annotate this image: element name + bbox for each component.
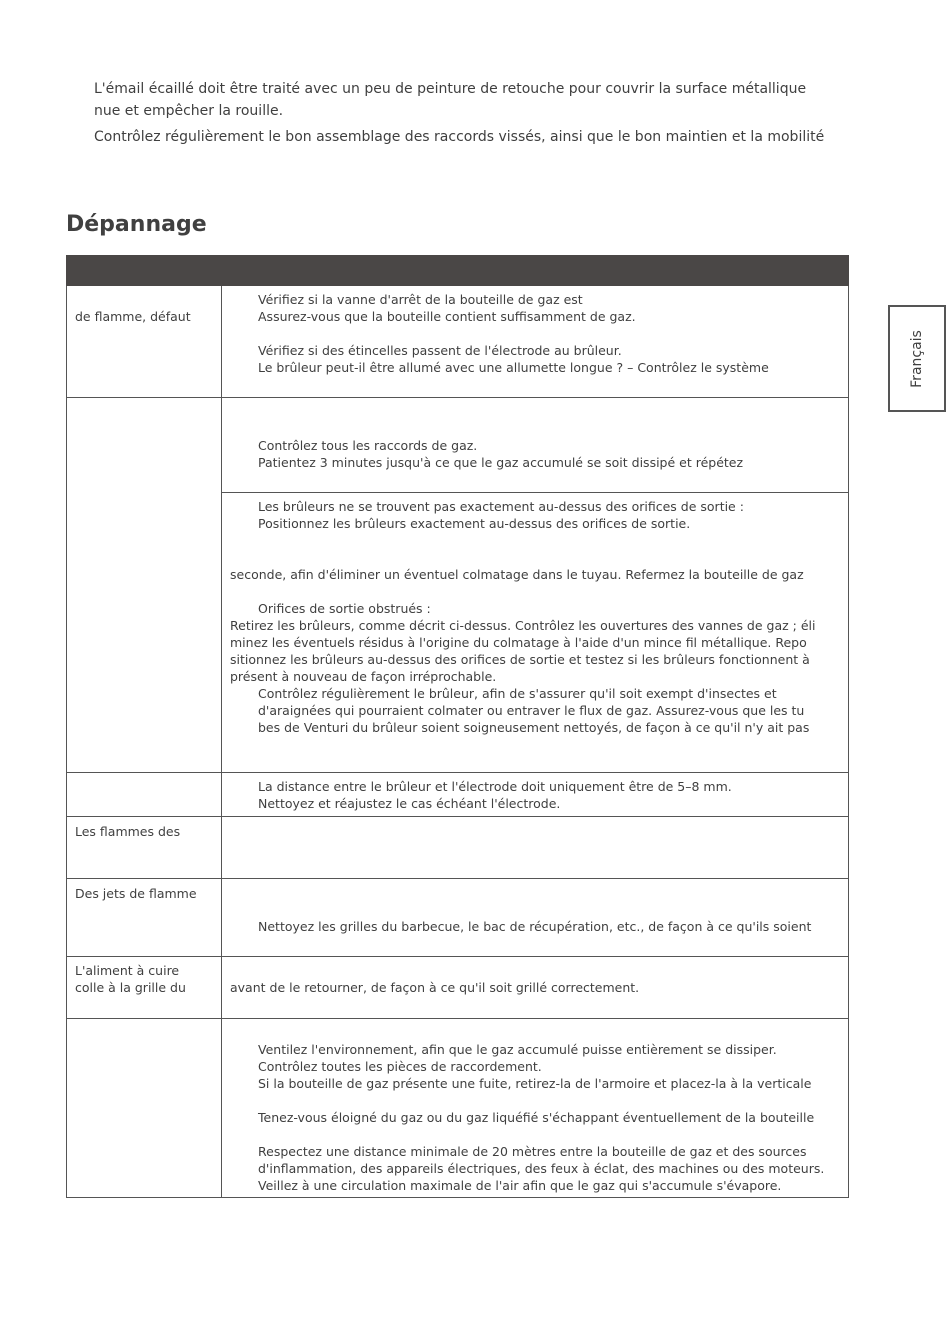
table-row [67, 286, 849, 398]
solution-line: Nettoyez les grilles du barbecue, le bac de récupération, etc., de façon à ce qu'ils soient [258, 919, 812, 934]
solution-line: Si la bouteille de gaz présente une fuite, retirez-la de l'armoire et placez-la à la verticale [258, 1076, 812, 1091]
solution-line: Contrôlez tous les raccords de gaz. [258, 438, 478, 453]
header-cell-solution [222, 256, 849, 286]
solution-cell [222, 1019, 849, 1198]
solution-cell [222, 817, 849, 879]
solution-line: Patientez 3 minutes jusqu'à ce que le gaz accumulé se soit dissipé et répétez [258, 455, 744, 470]
solution-line: sitionnez les brûleurs au-dessus des orifices de sortie et testez si les brûleurs fonctionnent à [230, 652, 810, 667]
solution-line: Retirez les brûleurs, comme décrit ci-dessus. Contrôlez les ouvertures des vannes de gaz ; éli [230, 618, 816, 633]
solution-cell [222, 493, 849, 773]
table-row [67, 398, 849, 493]
intro-paragraph-1 [94, 78, 854, 122]
intro-text [94, 78, 854, 152]
solution-line: Nettoyez et réajustez le cas échéant l'électrode. [258, 796, 561, 811]
solution-line: Vérifiez si la vanne d'arrêt de la bouteille de gaz est [258, 292, 583, 307]
table-header-row [67, 256, 849, 286]
solution-line: Le brûleur peut-il être allumé avec une allumette longue ? – Contrôlez le système [258, 360, 769, 375]
solution-line: Respectez une distance minimale de 20 mètres entre la bouteille de gaz et des sources [258, 1144, 807, 1159]
solution-line: Vérifiez si des étincelles passent de l'électrode au brûleur. [258, 343, 622, 358]
problem-cell [67, 398, 222, 773]
solution-cell [222, 286, 849, 398]
solution-line: Veillez à une circulation maximale de l'air afin que le gaz qui s'accumule s'évapore. [258, 1178, 782, 1193]
language-tab [888, 305, 946, 412]
table-row [67, 1019, 849, 1198]
solution-line: Ventilez l'environnement, afin que le gaz accumulé puisse entièrement se dissiper. [258, 1042, 777, 1057]
problem-text: Les flammes des [75, 824, 181, 839]
solution-line: Tenez-vous éloigné du gaz ou du gaz liquéfié s'échappant éventuellement de la bouteille [258, 1110, 815, 1125]
table-row [67, 773, 849, 817]
solution-cell [222, 773, 849, 817]
intro-line: Contrôlez régulièrement le bon assemblage des raccords vissés, ainsi que le bon maintien et la mobilité [94, 129, 825, 145]
problem-text: colle à la grille du [75, 980, 186, 995]
solution-line: minez les éventuels résidus à l'origine du colmatage à l'aide d'un mince fil métallique. Repo [230, 635, 807, 650]
solution-line: présent à nouveau de façon irréprochable. [230, 669, 497, 684]
problem-cell [67, 817, 222, 879]
problem-text: L'aliment à cuire [75, 963, 180, 978]
solution-line: avant de le retourner, de façon à ce qu'il soit grillé correctement. [230, 980, 640, 995]
solution-line: Les brûleurs ne se trouvent pas exactement au-dessus des orifices de sortie : [258, 499, 744, 514]
solution-cell [222, 398, 849, 493]
troubleshooting-table [66, 255, 849, 1198]
table-row [67, 957, 849, 1019]
solution-line: seconde, afin d'éliminer un éventuel colmatage dans le tuyau. Refermez la bouteille de gaz [230, 567, 804, 582]
problem-cell [67, 773, 222, 817]
solution-line: Positionnez les brûleurs exactement au-dessus des orifices de sortie. [258, 516, 691, 531]
solution-line: Assurez-vous que la bouteille contient suffisamment de gaz. [258, 309, 636, 324]
problem-cell [67, 286, 222, 398]
problem-cell [67, 1019, 222, 1198]
solution-line: bes de Venturi du brûleur soient soigneusement nettoyés, de façon à ce qu'il n'y ait pas [258, 720, 810, 735]
table-row [67, 817, 849, 879]
header-cell-problem [67, 256, 222, 286]
problem-text: Des jets de flamme [75, 886, 197, 901]
problem-cell [67, 879, 222, 957]
problem-text: de flamme, défaut [75, 309, 191, 324]
solution-line: d'araignées qui pourraient colmater ou entraver le flux de gaz. Assurez-vous que les tu [258, 703, 805, 718]
language-tab-label: Français [909, 329, 925, 388]
problem-cell [67, 957, 222, 1019]
table-row [67, 879, 849, 957]
intro-line: L'émail écaillé doit être traité avec un peu de peinture de retouche pour couvrir la surface métallique [94, 81, 807, 97]
section-title: Dépannage [66, 212, 207, 237]
solution-line: Contrôlez régulièrement le brûleur, afin de s'assurer qu'il soit exempt d'insectes et [258, 686, 777, 701]
solution-line: La distance entre le brûleur et l'électrode doit uniquement être de 5–8 mm. [258, 779, 732, 794]
intro-paragraph-2 [94, 126, 854, 148]
intro-line: nue et empêcher la rouille. [94, 103, 284, 119]
solution-line: d'inflammation, des appareils électriques, des feux à éclat, des machines ou des moteurs. [258, 1161, 825, 1176]
solution-cell [222, 957, 849, 1019]
solution-line: Contrôlez toutes les pièces de raccordement. [258, 1059, 542, 1074]
solution-cell [222, 879, 849, 957]
solution-line: Orifices de sortie obstrués : [258, 601, 431, 616]
